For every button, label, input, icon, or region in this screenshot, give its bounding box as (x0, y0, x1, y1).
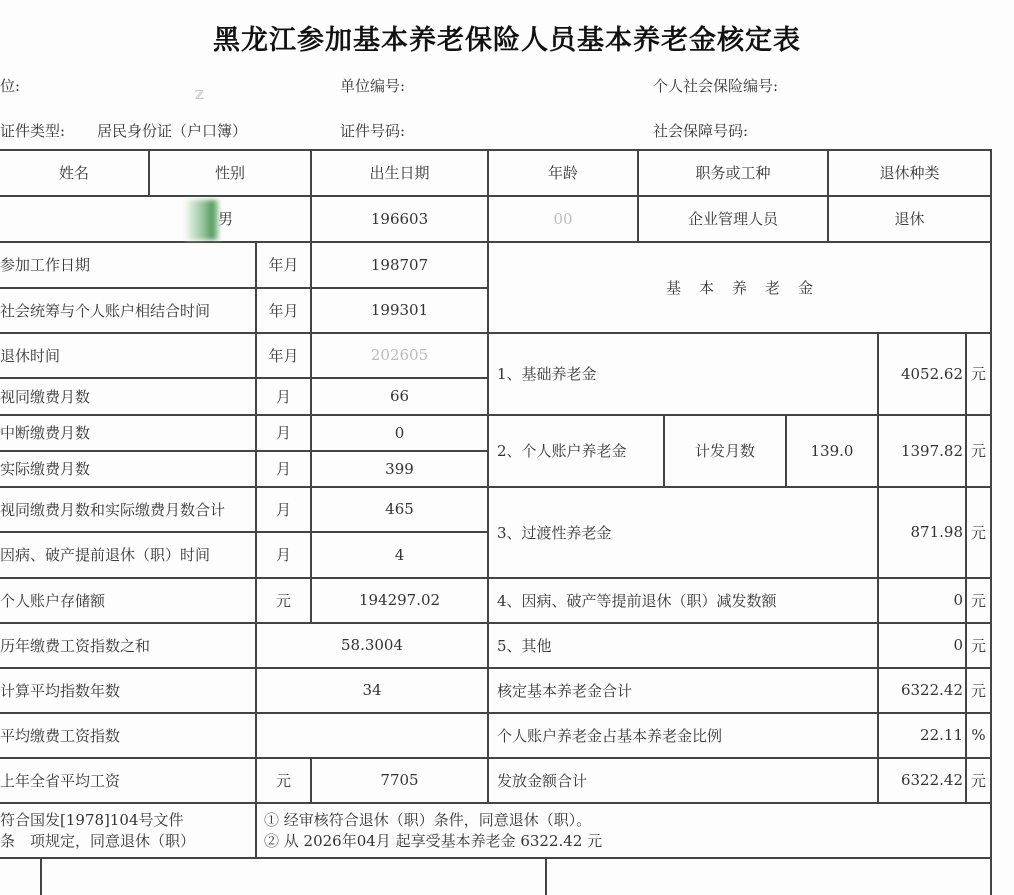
person-name (0, 196, 148, 241)
form-title: 黑龙江参加基本养老保险人员基本养老金核定表 (213, 25, 801, 56)
row-value: 58.3004 (340, 636, 404, 654)
pension-item-amount: 1397.82 (900, 441, 963, 460)
row-label: 退休时间 (0, 346, 61, 365)
row-label: 社会统筹与个人账户相结合时间 (0, 301, 211, 320)
pension-item-label: 4、因病、破产等提前退休（职）减发数额 (497, 591, 777, 610)
row-value: 399 (385, 459, 414, 478)
pension-payout-label: 发放金额合计 (497, 771, 588, 790)
row-value: 199301 (370, 301, 429, 319)
pension-item-label: 2、个人账户养老金 (497, 442, 627, 460)
row-unit: 月 (275, 460, 291, 478)
pension-ratio-unit: % (971, 726, 986, 744)
row-label: 历年缴费工资指数之和 (0, 636, 151, 655)
row-value: 66 (389, 387, 410, 405)
header-position: 职务或工种 (695, 164, 771, 182)
header-birth-date: 出生日期 (369, 164, 430, 182)
row-unit: 元 (275, 771, 291, 790)
pension-total-unit: 元 (970, 681, 986, 700)
header-retire-type: 退休种类 (879, 164, 940, 182)
pension-total-amount: 6322.42 (900, 681, 963, 699)
approval-right-line1: ① 经审核符合退休（职）条件，同意退休（职）。 (264, 811, 592, 829)
row-value: 194297.02 (358, 591, 441, 609)
pension-item-amount: 0 (953, 591, 963, 609)
row-label: 参加工作日期 (0, 256, 91, 274)
pension-payout-unit: 元 (970, 771, 986, 790)
person-retire-type: 退休 (894, 210, 925, 228)
id-type-label: 证件类型: (0, 122, 66, 140)
pension-item-unit: 元 (970, 636, 986, 655)
pension-section-title: 基本养老金 (665, 278, 831, 297)
row-unit: 月 (275, 387, 291, 406)
row-value: 465 (385, 500, 414, 518)
header-name: 姓名 (58, 164, 89, 182)
redacted-name (185, 200, 220, 240)
ss-no-label: 社会保障号码: (653, 122, 749, 140)
pension-item-amount: 871.98 (910, 523, 963, 541)
pension-total-label: 核定基本养老金合计 (497, 681, 633, 700)
unit-label: 位: (0, 77, 21, 95)
unit-value: ℤ (195, 88, 204, 102)
pension-ratio-amount: 22.11 (920, 726, 963, 744)
row-unit: 月 (275, 546, 291, 564)
pension-item-sub-value: 139.0 (810, 441, 854, 460)
row-unit: 月 (275, 500, 291, 519)
personal-ss-no-label: 个人社会保险编号: (653, 77, 779, 95)
header-age: 年龄 (547, 164, 578, 182)
row-value (257, 713, 487, 757)
approval-left-line1: 符合国发[1978]104号文件 (0, 811, 184, 829)
person-age: 00 (553, 209, 573, 228)
unit-code-label: 单位编号: (340, 77, 406, 95)
pension-item-unit: 元 (970, 365, 986, 383)
pension-item-label: 1、基础养老金 (497, 365, 597, 383)
row-unit: 年月 (268, 301, 299, 320)
row-label: 中断缴费月数 (0, 424, 91, 442)
row-label: 计算平均指数年数 (0, 681, 121, 700)
row-value: 202605 (370, 346, 429, 364)
person-position: 企业管理人员 (687, 210, 778, 228)
row-unit: 元 (275, 591, 291, 610)
approval-right-line2: ② 从 2026年04月 起享受基本养老金 6322.42 元 (264, 832, 603, 850)
id-type-value: 居民身份证（户口簿） (97, 122, 248, 140)
person-birth-date: 196603 (370, 209, 429, 228)
pension-item-sub-label: 计发月数 (694, 442, 755, 460)
row-value: 7705 (380, 771, 419, 789)
pension-item-unit: 元 (970, 442, 986, 460)
pension-item-amount: 4052.62 (900, 364, 963, 383)
row-value: 198707 (370, 255, 429, 274)
row-value: 4 (394, 545, 405, 564)
pension-payout-amount: 6322.42 (900, 771, 963, 789)
pension-item-unit: 元 (970, 591, 986, 610)
row-value: 0 (394, 423, 405, 442)
row-label: 视同缴费月数和实际缴费月数合计 (0, 500, 226, 519)
row-unit: 月 (275, 424, 291, 442)
row-value: 34 (362, 681, 382, 699)
row-unit: 年月 (268, 256, 299, 274)
id-no-label: 证件号码: (340, 122, 406, 140)
pension-ratio-label: 个人账户养老金占基本养老金比例 (497, 726, 723, 745)
person-gender: 男 (218, 210, 234, 228)
row-label: 实际缴费月数 (0, 460, 91, 478)
pension-item-label: 3、过渡性养老金 (497, 523, 612, 542)
header-gender: 性别 (214, 164, 245, 182)
approval-left-line2: 条 项规定，同意退休（职） (0, 832, 196, 850)
pension-item-unit: 元 (970, 523, 986, 542)
pension-item-label: 5、其他 (497, 636, 552, 655)
row-unit: 年月 (268, 346, 299, 365)
row-label: 个人账户存储额 (0, 591, 106, 610)
row-label: 视同缴费月数 (0, 387, 91, 406)
row-label: 因病、破产提前退休（职）时间 (0, 546, 211, 564)
pension-item-amount: 0 (953, 636, 963, 654)
row-label: 上年全省平均工资 (0, 771, 121, 790)
row-label: 平均缴费工资指数 (0, 726, 121, 745)
